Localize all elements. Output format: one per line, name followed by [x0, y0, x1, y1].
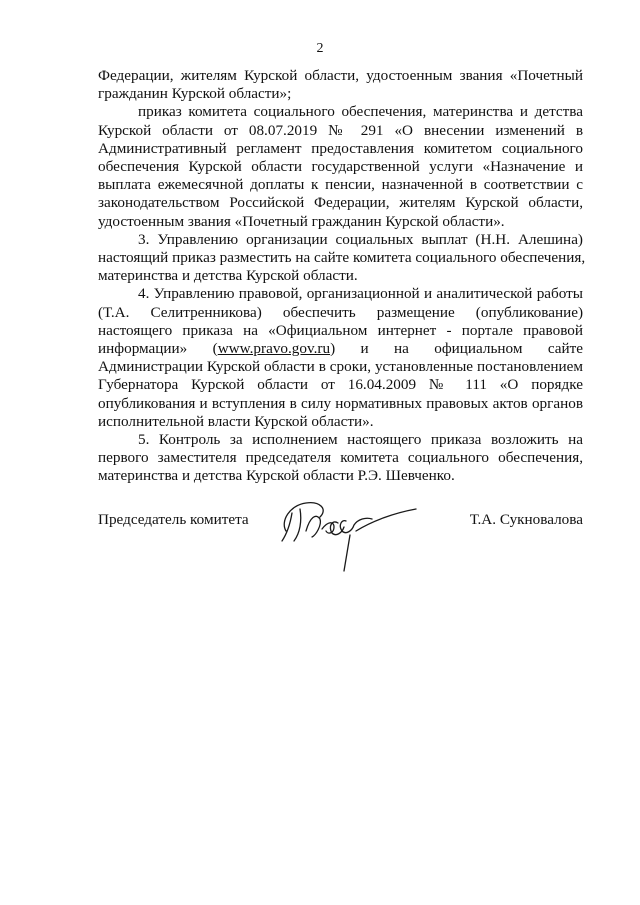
text-line: законодательством Российской Федерации, жителям Курской области, [98, 194, 583, 212]
text-line: гражданин Курской области»; [98, 85, 292, 103]
text-line: 5. Контроль за исполнением настоящего приказа возложить на [138, 431, 583, 449]
text-line: материнства и детства Курской области. [98, 267, 358, 285]
text-line-with-link: информации» (www.pravo.gov.ru) и на официальном сайте [98, 340, 584, 358]
text-line: материнства и детства Курской области Р.Э. Шевченко. [98, 467, 455, 485]
text-line: настоящий приказ разместить на сайте комитета социального обеспечения, [98, 249, 586, 267]
text-line: первого заместителя председателя комитета социального обеспечения, [98, 449, 583, 467]
text-line: опубликования и вступления в силу нормативных правовых актов органов [98, 394, 583, 412]
text-line: 3. Управлению организации социальных выплат (Н.Н. Алешина) [138, 230, 583, 248]
text-line: Административный регламент предоставления комитетом социального [98, 139, 583, 157]
pravo-link[interactable]: www.pravo.gov.ru [217, 340, 331, 358]
paragraph-item-3 [98, 230, 586, 286]
text-line: (Т.А. Селитренникова) обеспечить размещение (опубликование) [98, 303, 583, 321]
signatory-name: Т.А. Сукновалова [469, 511, 583, 528]
text-line: удостоенным звания «Почетный гражданин Курской области». [98, 212, 505, 230]
text-line: приказ комитета социального обеспечения, материнства и детства [138, 103, 583, 121]
paragraph-item-5 [98, 431, 583, 486]
text-line: Федерации, жителям Курской области, удостоенным звания «Почетный [98, 67, 583, 84]
paragraph-item-4 [98, 285, 583, 431]
text-line: выплата ежемесячной доплаты к пенсии, назначенной в соответствии с [98, 176, 583, 194]
text-line: настоящего приказа на «Официальном интернет - портале правовой [98, 321, 583, 339]
signatory-role: Председатель комитета [98, 511, 249, 528]
text-line: обеспечения Курской области государственной услуги «Назначение и [98, 158, 583, 176]
text-line: 4. Управлению правовой, организационной и аналитической работы [138, 285, 583, 303]
signature-block [98, 503, 583, 573]
text-line: Администрации Курской области в сроки, установленные постановлением [98, 358, 583, 376]
text-line: исполнительной власти Курской области». [98, 412, 374, 430]
paragraph-continuation [98, 67, 583, 103]
page-number: 2 [316, 41, 324, 56]
text-line: Курской области от 08.07.2019 № 291 «О внесении изменений в [98, 121, 583, 139]
handwritten-signature [276, 491, 426, 573]
document-body [98, 67, 586, 486]
paragraph-order-reference [98, 103, 583, 230]
text-line: Губернатора Курской области от 16.04.2009 № 111 «О порядке [98, 376, 583, 394]
